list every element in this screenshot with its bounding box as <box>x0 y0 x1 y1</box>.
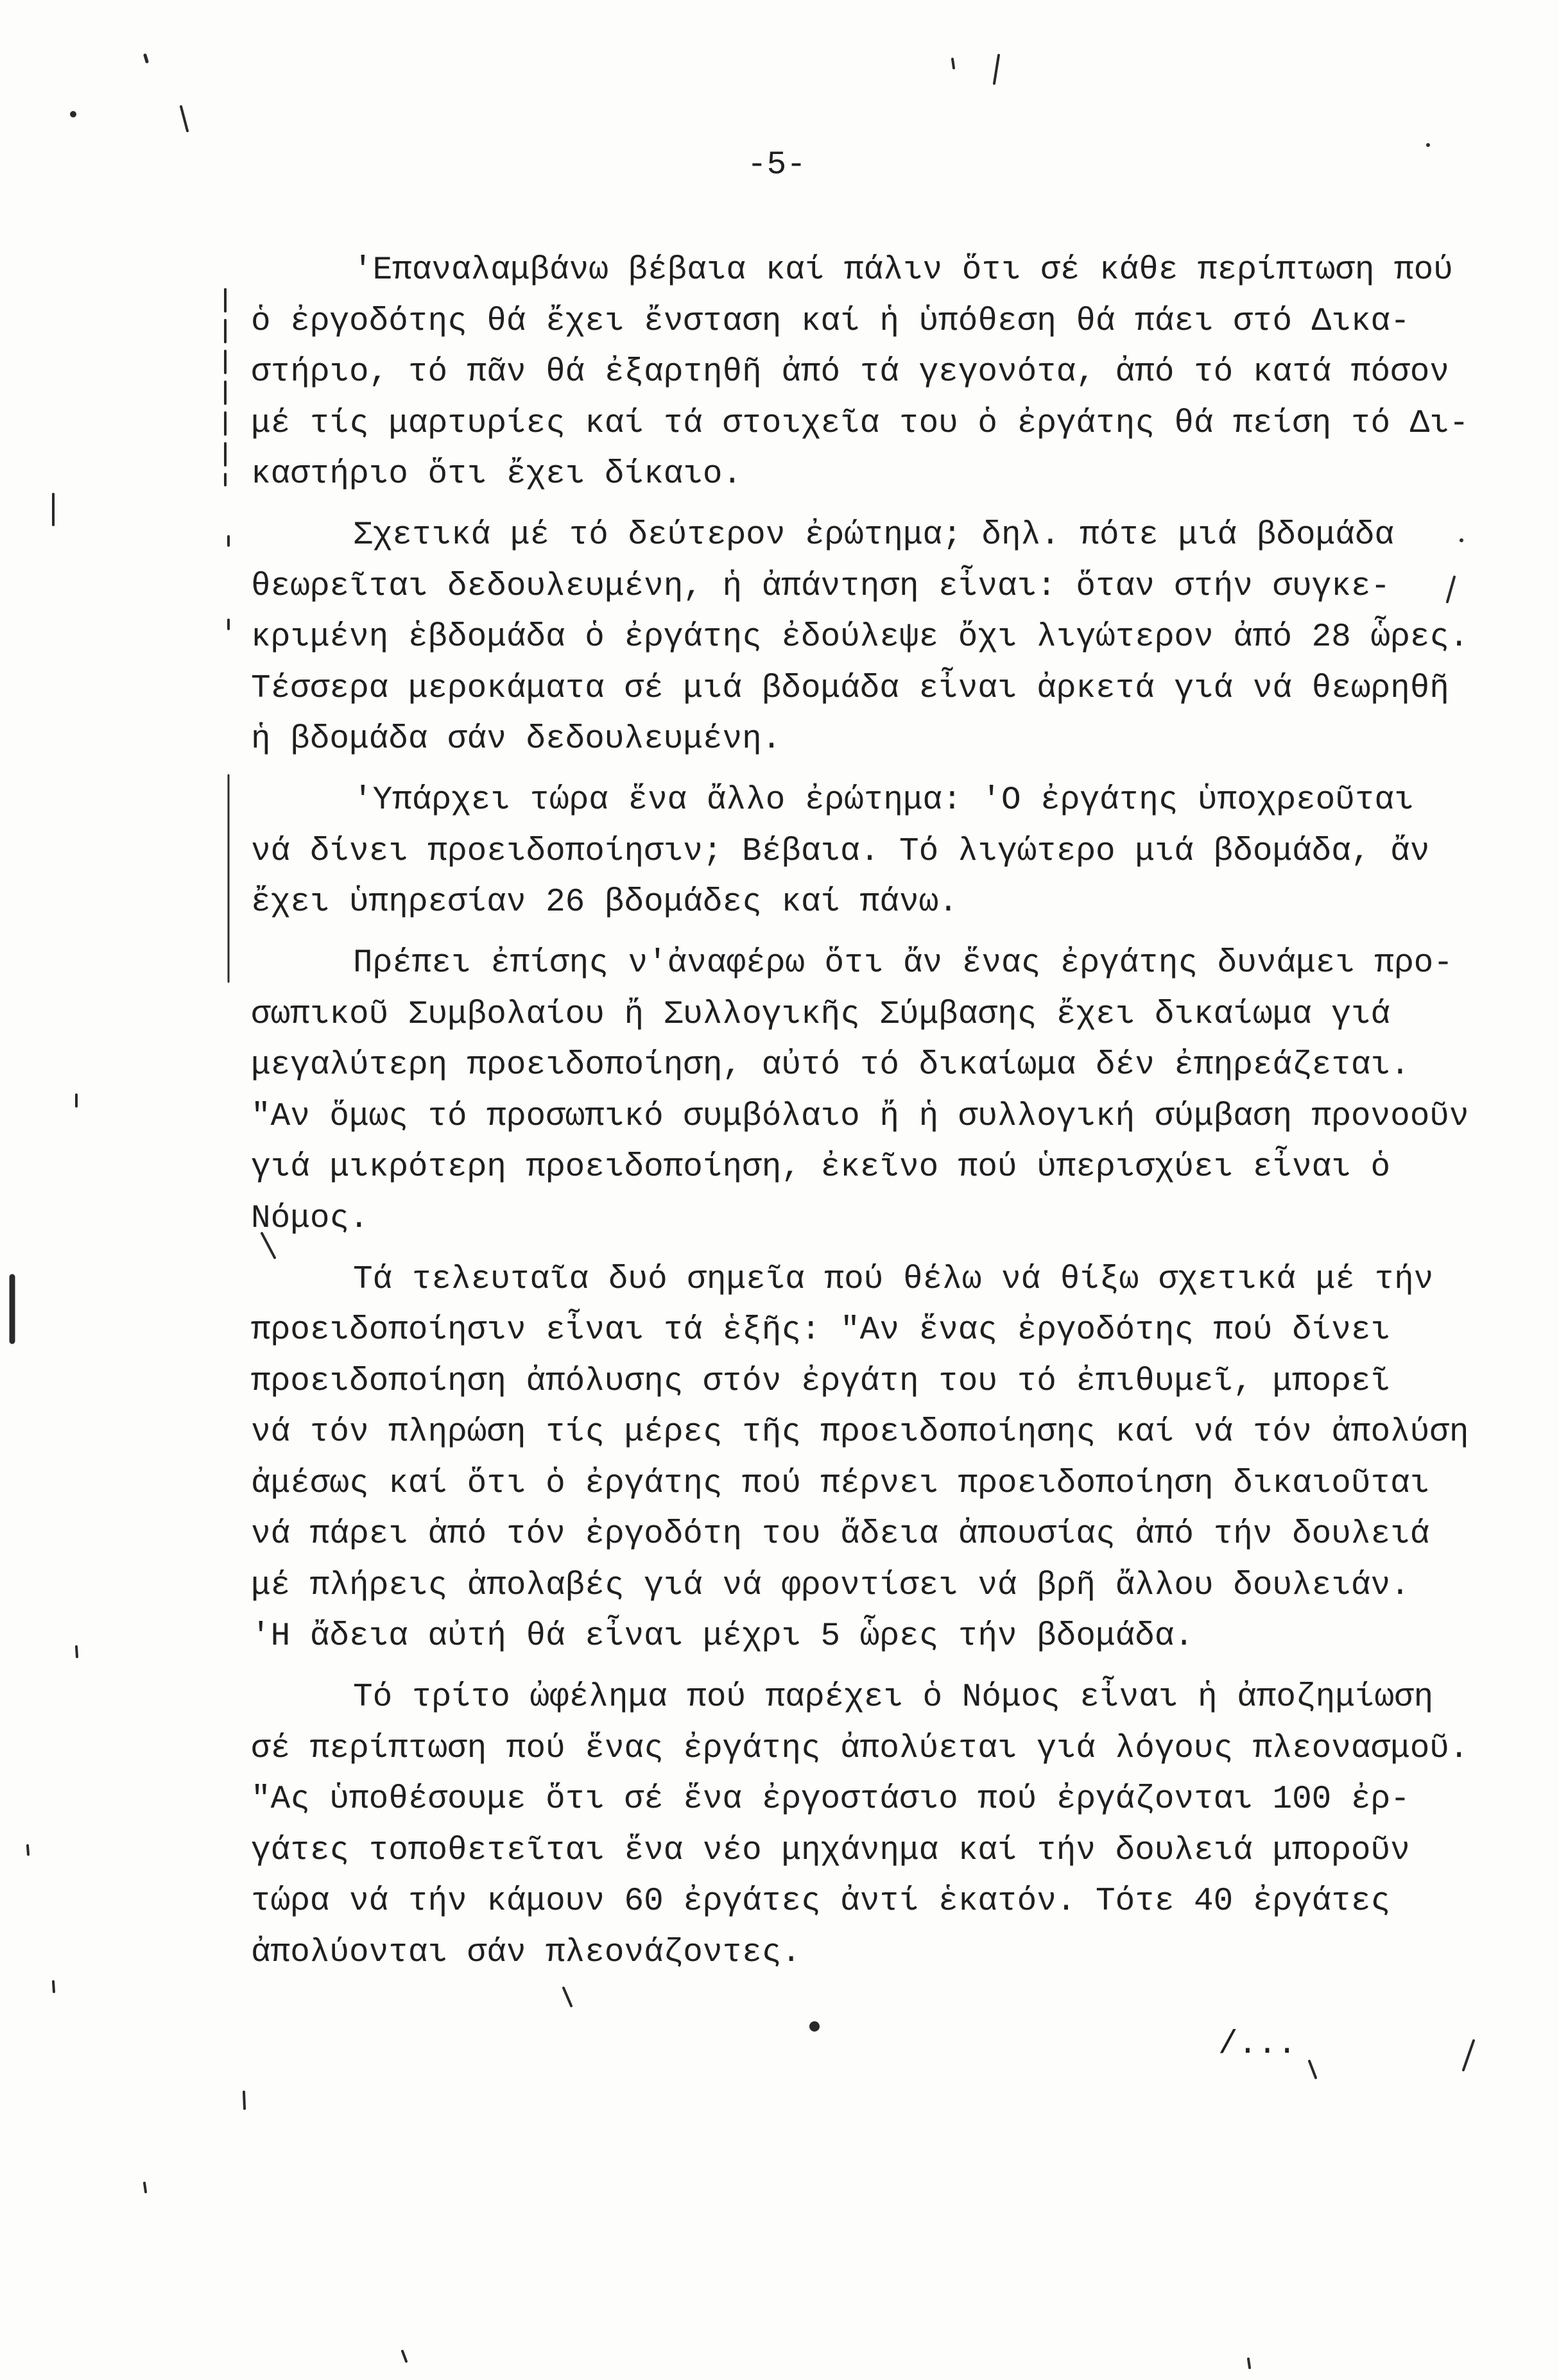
continuation-mark: /... <box>1218 2026 1297 2063</box>
paragraph <box>251 510 1528 766</box>
scan-mark <box>564 1988 571 2006</box>
text-line: μεγαλύτερη προειδοποίηση, αὐτό τό δικαίωμα δέν ἐπηρεάζεται. <box>251 1047 1410 1084</box>
text-line: 'Επαναλαμβάνω βέβαια καί πάλιν ὅτι σέ κάθε περίπτωση πού <box>353 252 1453 289</box>
scan-mark <box>181 107 187 131</box>
paragraph <box>251 1254 1528 1663</box>
text-line: ἀμέσως καί ὅτι ὁ ἐργάτης πού πέρνει προειδοποίηση δικαιοῦται <box>251 1465 1430 1502</box>
body-text <box>251 245 1528 1989</box>
text-line: μέ πλήρεις ἀπολαβές γιά νά φροντίσει νά βρῆ ἄλλου δουλειάν. <box>251 1567 1410 1604</box>
scan-mark <box>1463 2041 1474 2070</box>
text-line: Τέσσερα μεροκάματα σέ μιά βδομάδα εἶναι ἀρκετά γιά νά θεωρηθῆ <box>251 670 1449 707</box>
text-line: Νόμος. <box>251 1200 369 1237</box>
text-line: ὁ ἐργοδότης θά ἔχει ἔνσταση καί ἡ ὑπόθεση θά πάει στό Δικα- <box>251 303 1410 340</box>
text-line: καστήριο ὅτι ἔχει δίκαιο. <box>251 456 743 493</box>
text-line: ἡ βδομάδα σάν δεδουλευμένη. <box>251 721 782 758</box>
text-line: γάτες τοποθετεῖται ἕνα νέο μηχάνημα καί τήν δουλειά μποροῦν <box>251 1832 1410 1869</box>
text-line: ἔχει ὑπηρεσίαν 26 βδομάδες καί πάνω. <box>251 884 958 921</box>
scan-mark <box>53 1982 54 1992</box>
text-line: 'Υπάρχει τώρα ἕνα ἄλλο ἐρώτημα: 'Ο ἐργάτης ὑποχρεοῦται <box>353 782 1414 819</box>
text-line: νά πάρει ἀπό τόν ἐργοδότη του ἄδεια ἀπουσίας ἀπό τήν δουλειά <box>251 1516 1430 1553</box>
scan-mark <box>402 2351 406 2361</box>
text-line: Σχετικά μέ τό δεύτερον ἐρώτημα; δηλ. πότε μιά βδομάδα <box>353 517 1395 554</box>
scan-mark <box>1248 2359 1250 2368</box>
text-line: τώρα νά τήν κάμουν 60 ἐργάτες ἀντί ἑκατόν. Τότε 40 ἐργάτες <box>251 1883 1391 1920</box>
text-line: στήριο, τό πᾶν θά ἐξαρτηθῆ ἀπό τά γεγονότα, ἀπό τό κατά πόσον <box>251 354 1449 391</box>
text-line: θεωρεῖται δεδουλευμένη, ἡ ἀπάντηση εἶναι: ὅταν στήν συγκε- <box>251 568 1391 605</box>
text-line: σέ περίπτωση πού ἕνας ἐργάτης ἀπολύεται γιά λόγους πλεονασμοῦ. <box>251 1730 1469 1767</box>
scan-mark <box>145 55 147 62</box>
scan-mark <box>70 111 76 117</box>
paragraph <box>251 938 1528 1244</box>
text-line: γιά μικρότερη προειδοποίηση, ἐκεῖνο πού ὑπερισχύει εἶναι ὁ <box>251 1149 1391 1186</box>
paragraph <box>251 775 1528 929</box>
text-line: προειδοποίηση ἀπόλυσης στόν ἐργάτη του τό ἐπιθυμεῖ, μπορεῖ <box>251 1363 1391 1400</box>
text-line: νά δίνει προειδοποίησιν; Βέβαια. Τό λιγώτερο μιά βδομάδα, ἄν <box>251 833 1430 870</box>
text-line: Πρέπει ἐπίσης ν'ἀναφέρω ὅτι ἄν ἕνας ἐργάτης δυνάμει προ- <box>353 945 1453 982</box>
text-line: Τό τρίτο ὠφέλημα πού παρέχει ὁ Νόμος εἶναι ἡ ἀποζημίωση <box>353 1679 1434 1716</box>
scan-mark <box>952 59 954 68</box>
text-line: μέ τίς μαρτυρίες καί τά στοιχεῖα του ὁ ἐργάτης θά πείση τό Δι- <box>251 405 1469 442</box>
text-line: σωπικοῦ Συμβολαίου ἤ Συλλογικῆς Σύμβασης ἔχει δικαίωμα γιά <box>251 996 1391 1033</box>
paragraph <box>251 245 1528 501</box>
text-line: Τά τελευταῖα δυό σημεῖα πού θέλω νά θίξω σχετικά μέ τήν <box>353 1261 1434 1298</box>
text-line: ἀπολύονται σάν πλεονάζοντες. <box>251 1934 801 1971</box>
text-line: νά τόν πληρώση τίς μέρες τῆς προειδοποίησης καί νά τόν ἀπολύση <box>251 1414 1469 1451</box>
text-line: 'Η ἄδεια αὐτή θά εἶναι μέχρι 5 ὧρες τήν βδομάδα. <box>251 1618 1194 1655</box>
scan-mark <box>244 2092 245 2109</box>
text-line: "Αν ὅμως τό προσωπικό συμβόλαιο ἤ ἡ συλλογική σύμβαση προνοοῦν <box>251 1098 1469 1135</box>
paragraph <box>251 1672 1528 1978</box>
text-line: κριμένη ἑβδομάδα ὁ ἐργάτης ἐδούλεψε ὄχι λιγώτερον ἀπό 28 ὧρες. <box>251 619 1469 656</box>
page-number: -5- <box>747 147 806 184</box>
scan-mark <box>1426 143 1430 147</box>
scan-mark <box>144 2183 146 2192</box>
scan-mark <box>994 55 999 83</box>
text-line: "Ας ὑποθέσουμε ὅτι σέ ἕνα ἐργοστάσιο πού ἐργάζονται 100 ἐρ- <box>251 1781 1410 1818</box>
scan-mark <box>809 2021 820 2032</box>
scan-mark <box>1309 2061 1316 2078</box>
text-line: προειδοποίησιν εἶναι τά ἑξῆς: "Αν ἕνας ἐργοδότης πού δίνει <box>251 1312 1391 1349</box>
scan-mark <box>76 1647 77 1657</box>
